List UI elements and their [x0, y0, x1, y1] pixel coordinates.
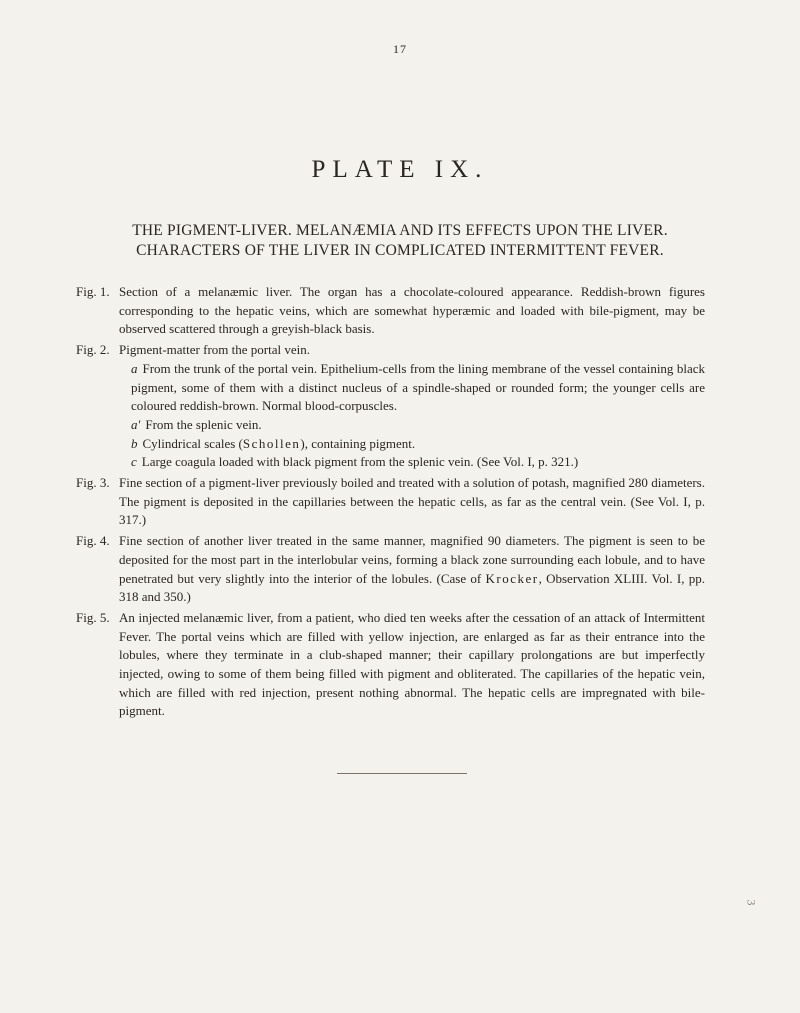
item-marker-c: c	[131, 454, 137, 470]
figure-entry-4	[0, 532, 800, 607]
figure-2-item-b	[131, 435, 705, 454]
heading-line-2: CHARACTERS OF THE LIVER IN COMPLICATED INTERMITTENT FEVER.	[136, 242, 664, 259]
item-text-b-post: ), containing pigment.	[300, 435, 416, 451]
plate-title: PLATE IX.	[311, 156, 489, 183]
item-text-a-prime: From the splenic vein.	[145, 416, 262, 432]
figure-label-5: Fig. 5.	[76, 609, 110, 625]
figure-label-2: Fig. 2.	[76, 342, 110, 358]
figure-descriptions	[0, 283, 800, 723]
item-text-b-pre: Cylindrical scales (	[142, 435, 243, 451]
item-text-a: From the trunk of the portal vein. Epithelium-cells from the lining membrane of the vessel containing black pigment, some of them with a distinct nucleus of a spindle-shaped or rounded form; the younger cells are coloured reddish-brown. Normal blood-corpuscles.	[131, 360, 705, 414]
figure-entry-5	[0, 609, 800, 721]
figure-label-1: Fig. 1.	[76, 284, 110, 299]
closing-rule	[337, 773, 467, 774]
figure-text-1: Section of a melanæmic liver. The organ has a chocolate-coloured appearance. Reddish-brown figures corresponding to the hepatic veins, which are somewhat hyperæmic and loaded with bile-pigment, may be observed scattered through a greyish-black basis.	[119, 284, 705, 337]
figure-text-5: An injected melanæmic liver, from a patient, who died ten weeks after the cessation of an attack of Intermittent Fever. The portal veins which are filled with yellow injection, are enlarged as far as their entrance into the lobules, where they terminate in a club-shaped manner; their capillary prolongations are but imperfectly injected, owing to some of them being filled with pigment and obliterated. The capillaries of the hepatic vein, which are filled with red injection, present nothing abnormal. The hepatic cells are impregnated with bile-pigment.	[119, 609, 705, 719]
figure-text-4	[119, 532, 705, 607]
figure-2-item-a	[131, 360, 705, 416]
figure-text-4-post: , Observation XLIII. Vol. I, pp. 318 and 350.)	[119, 570, 705, 605]
item-text-c: Large coagula loaded with black pigment from the splenic vein. (See Vol. I, p. 321.)	[141, 454, 579, 470]
figure-entry-2	[0, 341, 800, 472]
figure-text-3: Fine section of a pigment-liver previously boiled and treated with a solution of potash, magnified 280 diameters. The pigment is deposited in the capillaries between the hepatic cells, as far as the central vein. (See Vol. I, p. 317.)	[119, 475, 705, 528]
heading-line-1: THE PIGMENT-LIVER. MELANÆMIA AND ITS EFFECTS UPON THE LIVER.	[132, 222, 668, 239]
figure-text-4-pre: Fine section of another liver treated in the same manner, magnified 90 diameters. The pigment is seen to be deposited for the most part in the interlobular veins, forming a black zone surrounding each lobule, and to have penetrated but very slightly into the interior of the lobules. (Case of	[119, 533, 705, 586]
item-marker-a: a	[131, 360, 138, 376]
figure-label-4: Fig. 4.	[76, 533, 110, 549]
item-marker-b: b	[131, 435, 138, 451]
figure-2-item-a-prime	[131, 416, 705, 435]
figure-label-3: Fig. 3.	[76, 475, 110, 491]
figure-entry-3	[0, 474, 800, 530]
figure-text-2: Pigment-matter from the portal vein.	[119, 342, 310, 358]
item-marker-a-prime: a′	[131, 416, 141, 432]
item-text-b-term: Schollen	[242, 435, 301, 451]
figure-2-item-c	[131, 453, 705, 472]
corner-mark: 3	[744, 899, 759, 906]
figure-entry-1	[0, 283, 800, 339]
case-name: Krocker	[485, 570, 539, 586]
page-number: 17	[393, 42, 407, 56]
